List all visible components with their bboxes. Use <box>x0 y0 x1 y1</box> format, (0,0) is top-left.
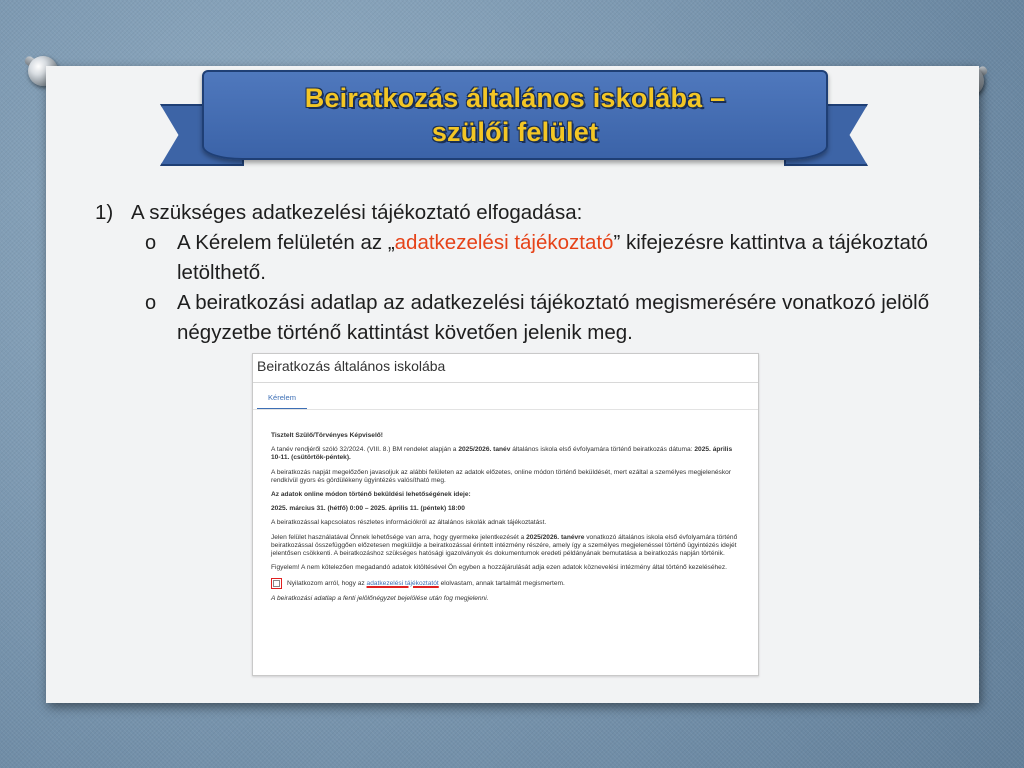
sub-bullet-2 <box>145 288 955 348</box>
consent-row <box>271 578 741 589</box>
paragraph-2: A beiratkozás napját megelőzően javasoljuk az alábbi felületen az adatok előzetes, online módon történő beküldését, mert ezáltal a személyes megjelenéskor rendkívül gyors és gördülékeny ügyintézés valósítható meg. <box>271 468 732 484</box>
consent-checkbox[interactable] <box>271 578 282 589</box>
sub-bullet-1 <box>145 228 955 288</box>
text-fragment: ” kifejezésre kattintva a tájékoztató letölthető. <box>177 231 928 284</box>
form-note: A beiratkozási adatlap a fenti jelölőnégyzet bejelölése után fog megjelenni. <box>271 595 489 603</box>
embedded-screenshot <box>252 353 759 676</box>
privacy-notice-link[interactable]: adatkezelési tájékoztatót <box>366 579 439 587</box>
list-item-1 <box>95 198 955 228</box>
form-title: Beiratkozás általános iskolába <box>257 358 446 374</box>
text-fragment: A Kérelem felületén az „ <box>177 231 395 254</box>
paragraph-4: 2025. március 31. (hétfő) 0:00 – 2025. április 11. (péntek) 18:00 <box>271 505 465 513</box>
text-fragment: Nyilatkozom arról, hogy az <box>287 579 367 587</box>
consent-label <box>287 580 565 588</box>
text-fragment: 2025. április 10-11. (csütörtök-péntek). <box>271 446 733 462</box>
text-fragment: A tanév rendjéről szóló 32/2024. (VIII. 8.) BM rendelet alapján a <box>271 446 459 454</box>
highlight-term: adatkezelési tájékoztató <box>394 231 614 254</box>
sub-bullet-text: A beiratkozási adatlap az adatkezelési tájékoztató megismerésére vonatkozó jelölő négyzetbe történő kattintást követően jelenik meg. <box>177 291 930 344</box>
bullet-marker: o <box>145 232 157 254</box>
paragraph-6 <box>271 534 741 559</box>
text-fragment: elolvastam, annak tartalmát megismertem. <box>438 579 565 587</box>
paragraph-5: A beiratkozással kapcsolatos részletes információkról az általános iskolák adnak tájékoztatást. <box>271 519 547 527</box>
paragraph-3: Az adatok online módon történő beküldési lehetőségének ideje: <box>271 491 471 499</box>
title-line-2: szülői felület <box>431 117 599 147</box>
list-number: 1) <box>95 201 114 224</box>
sub-bullet-text <box>177 228 955 288</box>
text-fragment: 2025/2026. tanév <box>458 446 511 454</box>
title-banner <box>202 70 828 160</box>
tab-divider <box>253 409 758 410</box>
title-line-1: Beiratkozás általános iskolába – <box>304 83 726 113</box>
list-item-text: A szükséges adatkezelési tájékoztató elfogadása: <box>131 201 583 224</box>
text-fragment: vonatkozó általános iskola első évfolyamára történő beiratkozással összefüggően előzetesen megküldje a beiratkozással érintett intézmény részére, amely így a személyes megjelenéssel történő ügyintézés idejét jelentősen csökkenti. A beiratkozáshoz szükséges hatósági igazolványok és dokumentumok eredeti példányának bemutatása a beiratkozás napján történik. <box>271 533 738 558</box>
paragraph-7: Figyelem! A nem kötelezően megadandó adatok kitöltésével Ön egyben a hozzájárulását adja ezen adatok köznevelési intézmény által történő kezeléséhez. <box>271 564 727 572</box>
text-fragment: általános iskola első évfolyamára történő beiratkozás dátuma: <box>510 446 695 454</box>
tab-kerelem[interactable]: Kérelem <box>257 388 307 410</box>
divider <box>253 382 758 383</box>
form-content <box>271 432 741 610</box>
slide-body <box>95 198 955 348</box>
paragraph-1 <box>271 446 741 462</box>
text-fragment: Jelen felület használatával Önnek lehetősége van arra, hogy gyermeke jelentkezését a <box>271 533 527 541</box>
text-fragment: 2025/2026. tanévre <box>526 533 585 541</box>
greeting: Tisztelt Szülő/Törvényes Képviselő! <box>271 432 384 439</box>
bullet-marker: o <box>145 292 157 314</box>
